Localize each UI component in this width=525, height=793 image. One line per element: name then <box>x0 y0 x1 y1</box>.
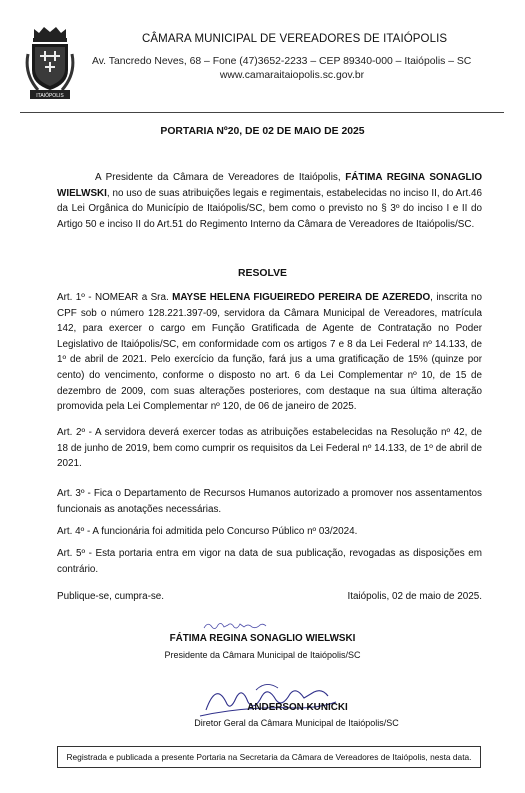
article-2: Art. 2º - A servidora deverá exercer todas as atribuições estabelecidas na Resolução nº 42, de 18 de junho de 2019, bem como cumprir os requisitos da Lei Federal nº 14.133, de 1º de abril de 2021. <box>57 427 482 470</box>
publication-order: Publique-se, cumpra-se. <box>57 591 165 602</box>
intro-text-start: A Presidente da Câmara de Vereadores de Itaiópolis, <box>95 172 346 183</box>
intro-text-end: , no uso de suas atribuições legais e regimentais, estabelecidas no inciso II, do Art.46 da Lei Orgânica do Município de Itaiópolis/SC, bem como o previsto no § 3º do inciso I e II do Artigo 50 e inciso II do Art.51 do Regimento Interno da Câmara de Vereadores de Itaiópolis/SC. <box>57 187 482 230</box>
header-divider <box>20 112 504 113</box>
institution-title: CÂMARA MUNICIPAL DE VEREADORES DE ITAIÓPOLIS <box>142 33 448 45</box>
intro-paragraph <box>57 170 482 232</box>
president-signature-icon <box>200 619 270 633</box>
institution-address: Av. Tancredo Neves, 68 – Fone (47)3652-2233 – CEP 89340-000 – Itaiópolis – SC <box>92 56 472 67</box>
coat-of-arms-icon <box>24 24 76 104</box>
document-title: PORTARIA Nº20, DE 02 DE MAIO DE 2025 <box>160 126 365 137</box>
article-5: Art. 5º - Esta portaria entra em vigor na data de sua publicação, revogadas as disposições em contrário. <box>57 548 482 575</box>
appointee-name: MAYSE HELENA FIGUEIREDO PEREIRA DE AZEREDO <box>172 292 431 303</box>
place-and-date: Itaiópolis, 02 de maio de 2025. <box>347 591 482 602</box>
director-signature-icon <box>196 672 341 722</box>
director-name: ANDERSON KUNICKI <box>247 702 348 713</box>
article-4: Art. 4º - A funcionária foi admitida pelo Concurso Público nº 03/2024. <box>57 526 358 537</box>
president-role: Presidente da Câmara Municipal de Itaiópolis/SC <box>164 650 361 660</box>
director-role: Diretor Geral da Câmara Municipal de Itaiópolis/SC <box>194 718 399 728</box>
institution-website: www.camaraitaiopolis.sc.gov.br <box>219 70 365 81</box>
registration-note: Registrada e publicada a presente Portaria na Secretaria da Câmara de Vereadores de Itaiópolis, nesta data. <box>57 746 481 768</box>
letterhead <box>22 22 502 112</box>
article-1 <box>57 290 482 415</box>
article-3: Art. 3º - Fica o Departamento de Recursos Humanos autorizado a promover nos assentamentos funcionais as anotações necessárias. <box>57 488 482 515</box>
article-1-start: Art. 1º - NOMEAR a Sra. <box>57 292 173 303</box>
article-1-end: , inscrita no CPF sob o número 128.221.397-09, servidora da Câmara Municipal de Vereadores, matrícula 142, para exercer o cargo em Função Gratificada de Agente de Contratação no Poder Legislativo de Itaiópolis/SC, em conformidade com os artigos 7 e 8 da Lei Federal nº 14.133, de 1º de abril de 2021. Pelo exercício da função, fará jus a uma gratificação de 15% (quinze por cento) do vencimento, conforme o disposto no art. 6 da Lei Complementar nº 10, de 15 de dezembro de 2009, com suas alterações posteriores, com destaque na sua última alteração promovida pela Lei Complementar nº 120, de 06 de janeiro de 2025. <box>57 292 482 413</box>
resolve-heading: RESOLVE <box>238 268 287 279</box>
svg-text:ITAIÓPOLIS: ITAIÓPOLIS <box>36 93 64 99</box>
president-name: FÁTIMA REGINA SONAGLIO WIELWSKI <box>169 633 356 644</box>
president-name-inline: FÁTIMA REGINA SONAGLIO WIELWSKI <box>57 172 483 199</box>
